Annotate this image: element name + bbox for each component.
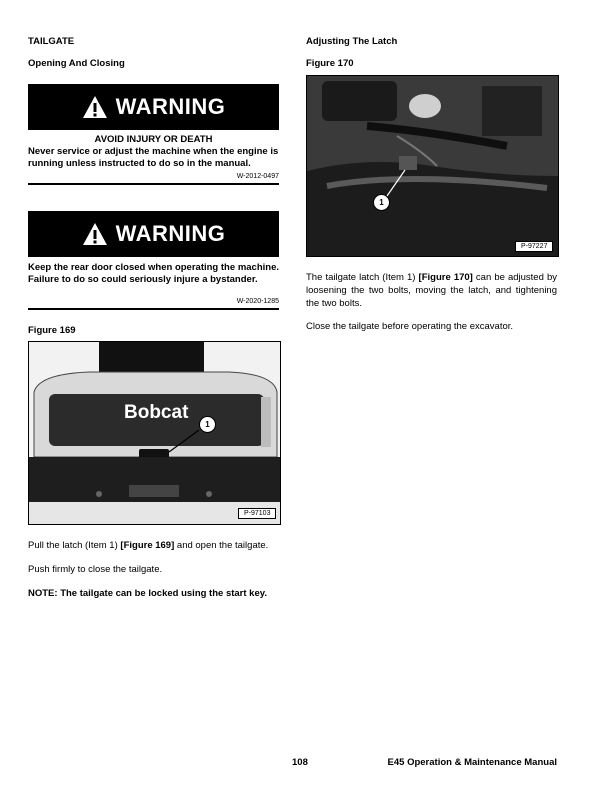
excavator-tailgate-illustration [29, 342, 280, 524]
paragraph-push-firmly: Push firmly to close the tailgate. [28, 564, 163, 575]
paragraph-adjust-latch: The tailgate latch (Item 1) [Figure 170] can be adjusted by loosening the two bolts, moving the latch, and tightening the two bolts. [306, 272, 557, 309]
figure-170-ref: P-97227 [515, 241, 553, 252]
latch-assembly [399, 156, 417, 170]
warning-heading: AVOID INJURY OR DEATH [94, 134, 213, 145]
warning-banner-1 [28, 84, 279, 130]
figure-169-photo [28, 341, 281, 525]
warning-triangle-icon [82, 95, 108, 119]
paragraph-close-tailgate: Close the tailgate before operating the excavator. [306, 321, 514, 332]
warning-triangle-icon [82, 222, 108, 246]
warning-code-1: W-2012-0497 [236, 173, 279, 180]
bobcat-logo: Bobcat [124, 402, 189, 423]
page-number: 108 [292, 757, 308, 768]
warning-label: WARNING [115, 221, 226, 246]
callout-item-1: 1 [199, 416, 216, 433]
figure-169-caption: Figure 169 [28, 325, 76, 336]
latch-engine-illustration [307, 76, 558, 256]
note-lock: NOTE: The tailgate can be locked using the start key. [28, 588, 267, 599]
paragraph-pull-latch: Pull the latch (Item 1) [Figure 169] and open the tailgate. [28, 540, 269, 551]
divider-1 [28, 183, 279, 185]
warning-label: WARNING [115, 94, 226, 119]
warning-banner-2 [28, 211, 279, 257]
figure-170-caption: Figure 170 [306, 58, 354, 69]
figure-170-photo [306, 75, 559, 257]
manual-title: E45 Operation & Maintenance Manual [387, 757, 557, 768]
divider-2 [28, 308, 279, 310]
subsection-title-adjusting: Adjusting The Latch [306, 36, 398, 47]
section-title: TAILGATE [28, 36, 75, 47]
warning-code-2: W-2020-1285 [236, 298, 279, 305]
warning-text-2: Keep the rear door closed when operating the machine. Failure to do so could seriously injure a bystander. [28, 262, 279, 285]
figure-169-ref: P-97103 [238, 508, 276, 519]
warning-text-1: Never service or adjust the machine when the engine is running unless instructed to do so in the manual. [28, 146, 279, 169]
callout-item-1-fig170: 1 [373, 194, 390, 211]
subsection-title-opening: Opening And Closing [28, 58, 125, 69]
